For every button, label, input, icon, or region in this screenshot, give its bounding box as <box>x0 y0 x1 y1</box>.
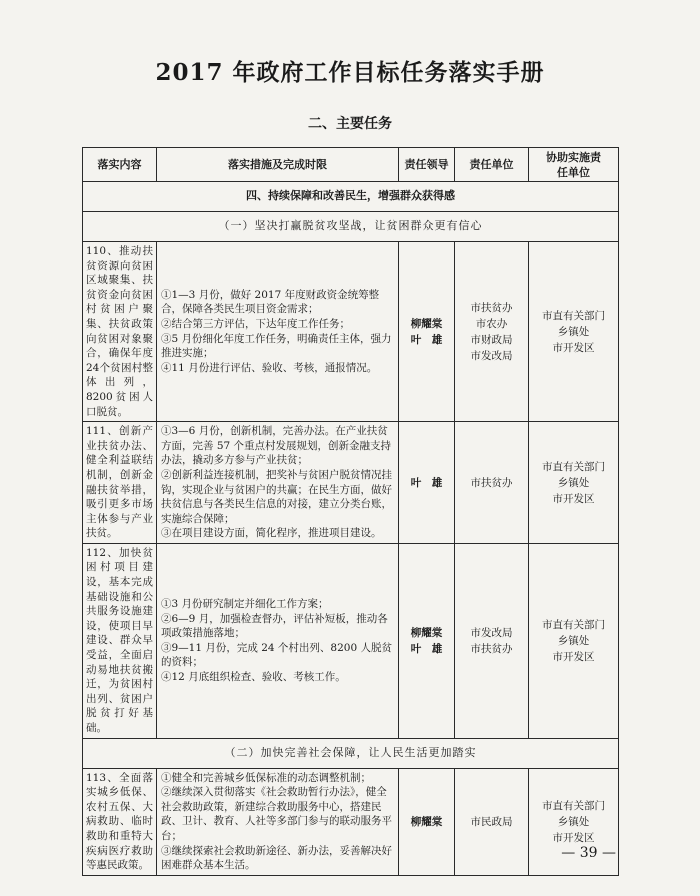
col-header-leader: 责任领导 <box>399 148 455 182</box>
row-measures: ①健全和完善城乡低保标准的动态调整机制； ②继续深入贯彻落实《社会救助暂行办法》，健全社会救助政策，新建综合救助服务中心，搭建民政、卫计、教育、人社等多部门参与的联动服务平台； ③继续探索社会救助新途径、新办法，妥善解决好困难群众基本生活。 <box>157 768 399 875</box>
col-header-measures: 落实措施及完成时限 <box>157 148 399 182</box>
document-title: 2017 年政府工作目标任务落实手册 <box>155 59 545 86</box>
table-row <box>83 242 619 422</box>
table-row <box>83 422 619 544</box>
page-number: — 39 — <box>561 845 616 861</box>
row-content: 110、推动扶贫资源向贫困区域聚集、扶贫资金向贫困村贫困户聚集、扶贫政策向贫困对象聚合，确保年度24个贫困村整体出列，8200贫困人口脱贫。 <box>83 242 157 422</box>
section-title: 二、主要任务 <box>308 116 392 132</box>
col-header-assist: 协助实施责任单位 <box>529 148 619 182</box>
table-header-row <box>83 148 619 182</box>
row-leader: 柳耀棠 <box>399 768 455 875</box>
subcategory-row <box>83 738 619 768</box>
row-assist: 市直有关部门 乡镇处 市开发区 <box>529 422 619 544</box>
row-measures: ①3—6 月份，创新机制，完善办法。在产业扶贫方面，完善 57 个重点村发展规划，创新金融支持办法，撬动多方参与产业扶贫； ②创新利益连接机制，把奖补与贫困户脱贫情况挂钩，实现企业与贫困户的共赢；在民生方面，做好扶贫信息与各类民生信息的对接，建立分类台账，实施综合保障； ③在项目建设方面，简化程序，推进项目建设。 <box>157 422 399 544</box>
category-row <box>83 182 619 212</box>
row-leader: 柳耀棠 叶 雄 <box>399 242 455 422</box>
row-unit: 市扶贫办 <box>455 422 529 544</box>
row-assist: 市直有关部门 乡镇处 市开发区 <box>529 242 619 422</box>
row-unit: 市发改局 市扶贫办 <box>455 543 529 738</box>
col-header-unit: 责任单位 <box>455 148 529 182</box>
task-table <box>82 147 619 876</box>
category-title: 四、持续保障和改善民生，增强群众获得感 <box>83 182 619 212</box>
row-assist: 市直有关部门 乡镇处 市开发区 <box>529 768 619 875</box>
table-row <box>83 768 619 875</box>
row-leader: 柳耀棠 叶 雄 <box>399 543 455 738</box>
row-content: 113、全面落实城乡低保、农村五保、大病救助、临时救助和重特大疾病医疗救助等惠民政策。 <box>83 768 157 875</box>
col-header-content: 落实内容 <box>83 148 157 182</box>
row-content: 112、加快贫困村项目建设，基本完成基础设施和公共服务设施建设，使项目早建设、群众早受益，全面启动易地扶贫搬迁，为贫困村出列、贫困户脱贫打好基础。 <box>83 543 157 738</box>
row-assist: 市直有关部门 乡镇处 市开发区 <box>529 543 619 738</box>
row-content: 111、创新产业扶贫办法、健全利益联结机制，创新金融扶贫举措，吸引更多市场主体参与产业扶贫。 <box>83 422 157 544</box>
row-leader: 叶 雄 <box>399 422 455 544</box>
table-row <box>83 543 619 738</box>
row-unit: 市民政局 <box>455 768 529 875</box>
row-unit: 市扶贫办 市农办 市财政局 市发改局 <box>455 242 529 422</box>
subcategory-row <box>83 212 619 242</box>
row-measures: ①3 月份研究制定并细化工作方案； ②6—9 月，加强检查督办，评估补短板，推动各项政策措施落地； ③9—11 月份，完成 24 个村出列、8200 人脱贫的资料； ④12 月底组织检查、验收、考核工作。 <box>157 543 399 738</box>
subcategory-title: （二）加快完善社会保障，让人民生活更加踏实 <box>83 738 619 768</box>
row-measures: ①1—3 月份，做好 2017 年度财政资金统筹整合，保障各类民生项目资金需求； ②结合第三方评估，下达年度工作任务； ③5 月份细化年度工作任务，明确责任主体，强力推进实施； ④11 月份进行评估、验收、考核，通报情况。 <box>157 242 399 422</box>
subcategory-title: （一）坚决打赢脱贫攻坚战，让贫困群众更有信心 <box>83 212 619 242</box>
